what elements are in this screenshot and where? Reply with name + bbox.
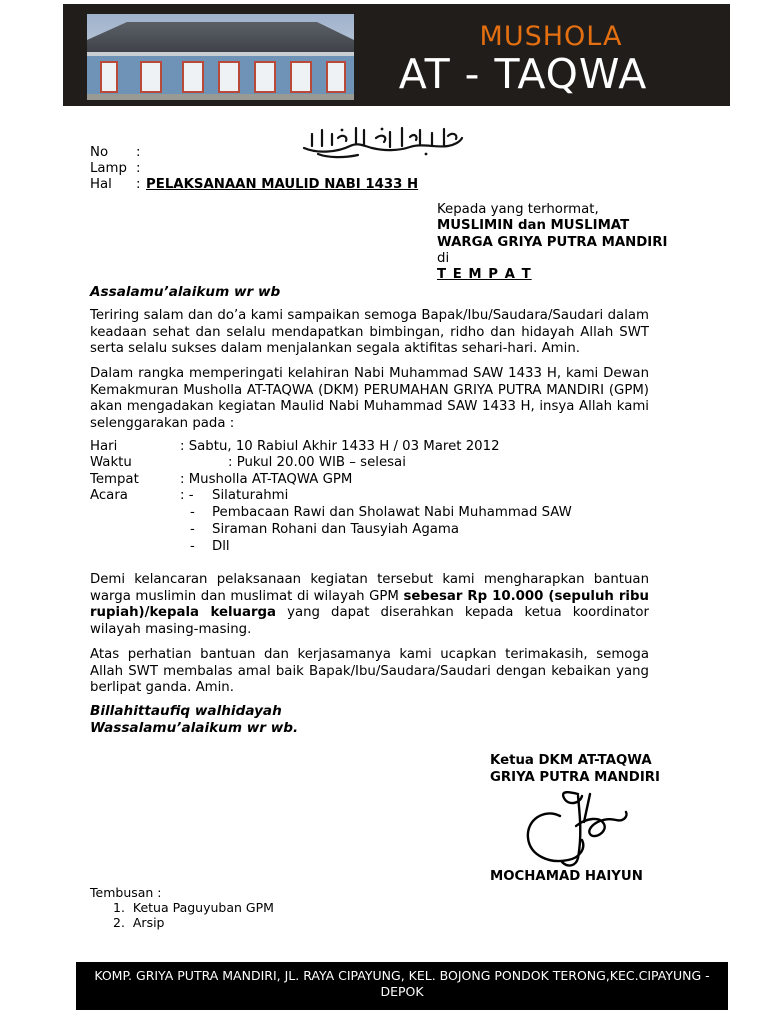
acara-dash: - <box>190 505 195 520</box>
recipient-greeting: Kepada yang terhormat, <box>437 202 599 217</box>
signatory-name: MOCHAMAD HAIYUN <box>490 869 643 884</box>
acara-dash: - <box>190 522 195 537</box>
tempat-label: Tempat <box>90 472 139 487</box>
opening-salam: Assalamu’alaikum wr wb <box>90 284 281 300</box>
recipient-line2: WARGA GRIYA PUTRA MANDIRI <box>437 235 668 250</box>
lamp-colon: : <box>136 161 141 176</box>
acara-dash: - <box>190 539 195 554</box>
hari-label: Hari <box>90 439 118 454</box>
acara-label: Acara <box>90 488 128 503</box>
signature <box>520 786 632 872</box>
tembusan-label: Tembusan : <box>90 885 162 900</box>
acara-item: Dll <box>212 539 230 554</box>
waktu-label: Waktu <box>90 455 132 470</box>
contribution-amount: sebesar Rp 10.000 (sepuluh ribu rupiah)/kepala keluarga <box>90 588 649 621</box>
hal-subject: PELAKSANAAN MAULID NABI 1433 H <box>146 177 419 192</box>
signatory-title1: Ketua DKM AT-TAQWA <box>490 753 652 768</box>
paragraph-announcement: Dalam rangka memperingati kelahiran Nabi Muhammad SAW 1433 H, kami Dewan Kemakmuran Musholla AT-TAQWA (DKM) PERUMAHAN GRIYA PUTRA MANDIRI (GPM) akan mengadakan kegiatan Maulid Nabi Muhammad SAW 1433 H, insya Allah kami selenggarakan pada : <box>90 366 649 431</box>
lamp-label: Lamp <box>90 161 127 176</box>
basmalah-calligraphy <box>298 124 466 160</box>
recipient-tempat: T E M P A T <box>437 267 532 282</box>
recipient-line1: MUSLIMIN dan MUSLIMAT <box>437 218 630 233</box>
tembusan-item: 1. Ketua Paguyuban GPM <box>113 900 274 915</box>
footer-address-bar <box>76 962 728 1010</box>
contribution-text-start: Demi kelancaran pelaksanaan kegiatan tersebut kami mengharapkan bantuan warga muslimin dan muslimat di wilayah GPM <box>90 572 649 604</box>
recipient-di: di <box>437 251 450 266</box>
hal-colon: : <box>136 177 141 192</box>
paragraph-thanks: Atas perhatian bantuan dan kerjasamanya kami ucapkan terimakasih, semoga Allah SWT membalas amal baik Bapak/Ibu/Saudara/Saudari dengan kebaikan yang berlipat ganda. Amin. <box>90 647 649 696</box>
no-colon: : <box>136 145 141 160</box>
hari-value: : Sabtu, 10 Rabiul Akhir 1433 H / 03 Maret 2012 <box>180 439 500 454</box>
tempat-value: : Musholla AT-TAQWA GPM <box>180 472 353 487</box>
paragraph-greeting: Teriring salam dan do’a kami sampaikan semoga Bapak/Ibu/Saudara/Saudari dalam keadaan sehat dan selalu mendapatkan bimbingan, ridho dan hidayah Allah SWT serta selalu sukses dalam menjalankan segala aktifitas sehari-hari. Amin. <box>90 308 649 357</box>
closing-line2: Wassalamu’alaikum wr wb. <box>90 720 299 736</box>
no-label: No <box>90 145 109 160</box>
hal-label: Hal <box>90 177 112 192</box>
acara-item: Siraman Rohani dan Tausyiah Agama <box>212 522 460 537</box>
closing-line1: Billahittaufiq walhidayah <box>90 703 282 719</box>
paragraph-contribution <box>90 572 649 638</box>
acara-item: Silaturahmi <box>212 488 289 503</box>
acara-prefix: : - <box>180 488 194 503</box>
waktu-value: : Pukul 20.00 WIB – selesai <box>228 455 406 470</box>
acara-item: Pembacaan Rawi dan Sholawat Nabi Muhammad SAW <box>212 505 572 520</box>
tembusan-item: 2. Arsip <box>113 915 165 930</box>
signatory-title2: GRIYA PUTRA MANDIRI <box>490 770 660 785</box>
footer-address: KOMP. GRIYA PUTRA MANDIRI, JL. RAYA CIPAYUNG, KEL. BOJONG PONDOK TERONG,KEC.CIPAYUNG - DEPOK <box>94 968 710 999</box>
header-title-at-taqwa: AT - TAQWA <box>398 50 648 98</box>
contribution-text-end: yang dapat diserahkan kepada ketua koordinator wilayah masing-masing. <box>90 605 649 637</box>
letterhead-banner <box>63 4 730 106</box>
header-title-mushola: MUSHOLA <box>479 21 623 52</box>
